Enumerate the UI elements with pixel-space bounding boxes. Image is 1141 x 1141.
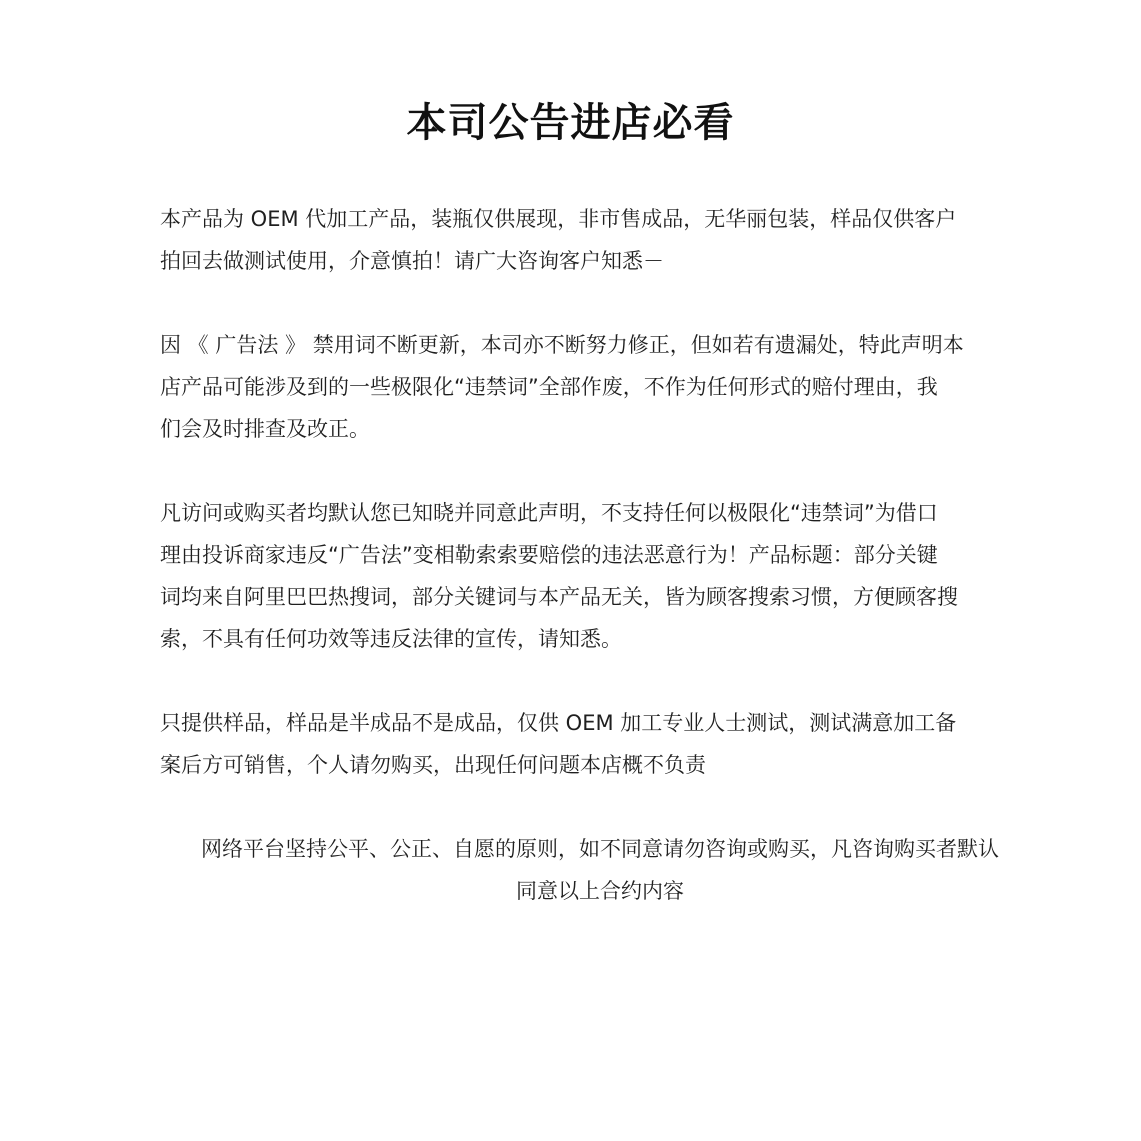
paragraph-line: 因 《 广告法 》 禁用词不断更新，本司亦不断努力修正，但如若有遗漏处，特此声明本 (160, 333, 964, 357)
paragraph-line: 店产品可能涉及到的一些极限化“违禁词”全部作废，不作为任何形式的赔付理由，我 (160, 375, 938, 399)
notice-paragraph-oem-product (160, 198, 1040, 282)
paragraph-line: 凡访问或购买者均默认您已知晓并同意此声明，不支持任何以极限化“违禁词”为借口 (160, 501, 938, 525)
notice-paragraph-advertising-law (160, 324, 1040, 450)
notice-paragraph-platform-principles (160, 828, 1040, 912)
notice-paragraph-buyer-consent (160, 492, 1040, 660)
paragraph-line: 案后方可销售，个人请勿购买，出现任何问题本店概不负责 (160, 753, 706, 777)
paragraph-line: 们会及时排查及改正。 (160, 417, 370, 441)
paragraph-line: 本产品为 OEM 代加工产品，装瓶仅供展现，非市售成品，无华丽包装，样品仅供客户 (160, 207, 957, 231)
page-title: 本司公告进店必看 (406, 99, 735, 146)
paragraph-line: 拍回去做测试使用，介意慎拍！请广大咨询客户知悉－ (160, 249, 664, 273)
paragraph-line: 网络平台坚持公平、公正、自愿的原则，如不同意请勿咨询或购买，凡咨询购买者默认 (201, 837, 999, 861)
paragraph-line: 理由投诉商家违反“广告法”变相勒索索要赔偿的违法恶意行为！产品标题：部分关键 (160, 543, 938, 567)
paragraph-line: 只提供样品，样品是半成品不是成品，仅供 OEM 加工专业人士测试，测试满意加工备 (160, 711, 957, 735)
paragraph-line: 同意以上合约内容 (516, 879, 684, 903)
notice-body (160, 198, 1040, 954)
paragraph-line: 词均来自阿里巴巴热搜词，部分关键词与本产品无关，皆为顾客搜索习惯，方便顾客搜 (160, 585, 958, 609)
paragraph-line: 索，不具有任何功效等违反法律的宣传，请知悉。 (160, 627, 622, 651)
notice-paragraph-samples-only (160, 702, 1040, 786)
